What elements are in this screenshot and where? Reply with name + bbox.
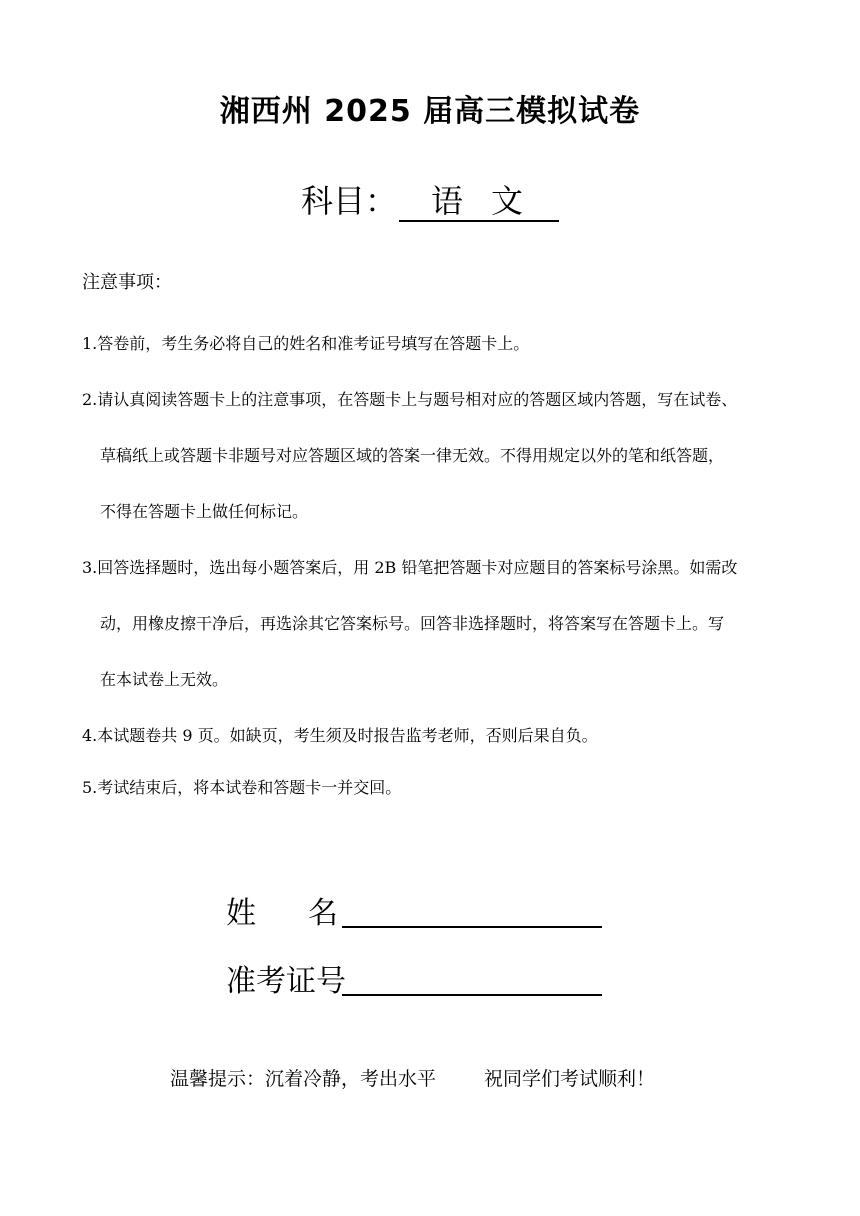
notice-line: 草稿纸上或答题卡非题号对应答题区域的答案一律无效。不得用规定以外的笔和纸答题， [100,446,725,465]
exam-id-input-line[interactable] [342,964,602,996]
notice-line: 在本试卷上无效。 [100,670,229,689]
tip-right: 祝同学们考试顺利！ [484,1068,656,1090]
notice-line: 5.考试结束后，将本试卷和答题卡一并交回。 [82,778,402,797]
encouragement-tip [170,1064,770,1091]
notice-line: 2.请认真阅读答题卡上的注意事项，在答题卡上与题号相对应的答题区域内答题，写在试卷、 [82,390,738,409]
name-field [226,888,602,932]
name-input-line[interactable] [342,896,602,928]
notice-line: 不得在答题卡上做任何标记。 [100,502,309,521]
tip-left: 温馨提示：沉着冷静，考出水平 [170,1068,437,1090]
notice-item-1 [82,316,802,372]
exam-id-field [226,956,602,1000]
exam-title: 湘西州 2025 届高三模拟试卷 [219,94,641,129]
subject-value: 语文 [399,183,559,222]
notice-line: 3.回答选择题时，选出每小题答案后，用 2B 铅笔把答题卡对应题目的答案标号涂黑。如需改 [82,558,738,577]
notice-item-2 [82,372,802,540]
notice-item-3 [82,540,802,708]
notice-line: 动，用橡皮擦干净后，再选涂其它答案标号。回答非选择题时，将答案写在答题卡上。写 [100,614,725,633]
notice-line: 1.答卷前，考生务必将自己的姓名和准考证号填写在答题卡上。 [82,334,530,353]
subject-row [0,176,860,222]
notice-heading: 注意事项： [82,272,172,293]
notice-item-4 [82,708,802,764]
exam-id-label: 准考证号 [226,964,346,999]
notice-line: 4.本试题卷共 9 页。如缺页，考生须及时报告监考老师，否则后果自负。 [82,726,598,745]
notice-item-5 [82,760,802,816]
name-label: 姓名 [226,896,390,931]
subject-label: 科目： [300,182,397,220]
